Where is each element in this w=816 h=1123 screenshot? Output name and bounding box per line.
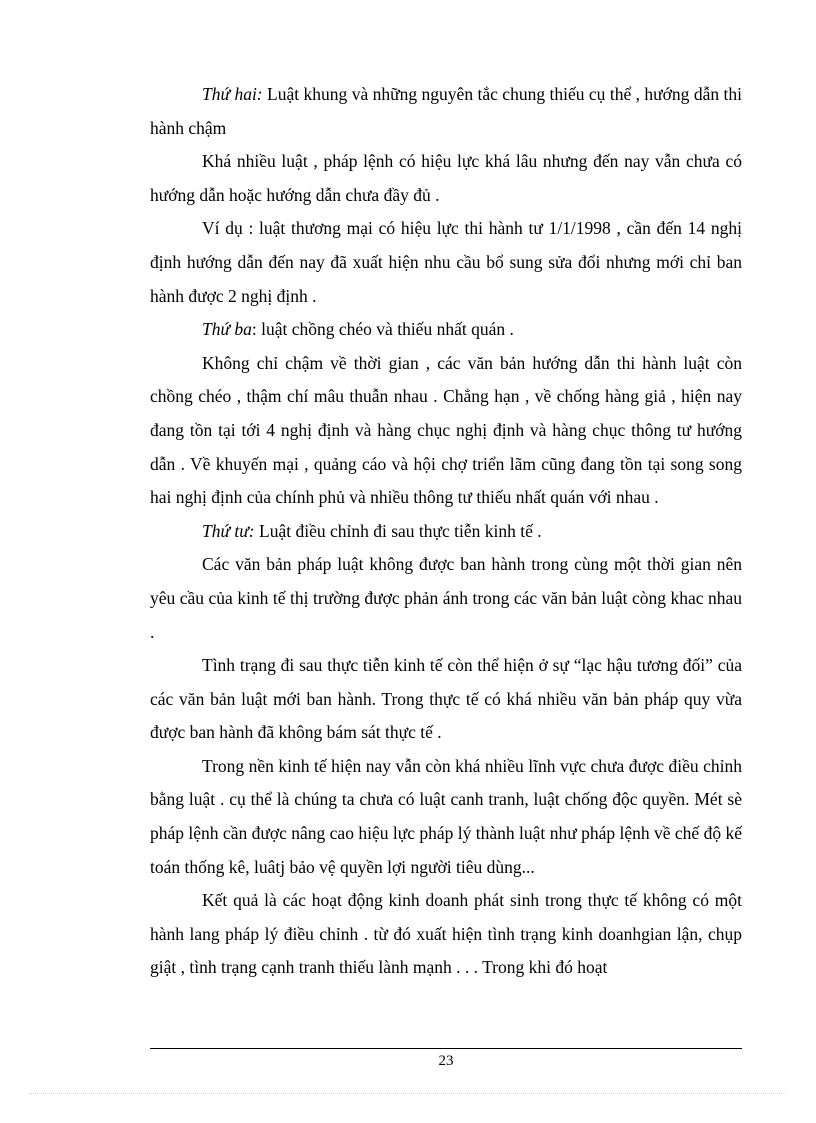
paragraph bbox=[150, 884, 742, 985]
paragraph bbox=[150, 347, 742, 515]
paragraph-lead: Thứ hai: bbox=[202, 84, 263, 104]
paragraph-text: Luật khung và những nguyên tắc chung thiếu cụ thể , hướng dẫn thi hành chậm bbox=[150, 84, 742, 138]
paragraph bbox=[150, 548, 742, 649]
paragraph-thu-hai bbox=[150, 78, 742, 145]
paragraph bbox=[150, 145, 742, 212]
document-body bbox=[150, 78, 742, 985]
page-bottom-border bbox=[30, 1093, 786, 1094]
paragraph-text: : luật chồng chéo và thiếu nhất quán . bbox=[251, 319, 514, 340]
paragraph-text: Kết quả là các hoạt động kinh doanh phát sinh trong thực tế không có một hành lang pháp lý điều chỉnh . từ đó xuất hiện tình trạng kinh doanhgian lận, chụp giật , tình trạng cạnh tranh thiếu lành mạnh . . . Trong khi đó hoạt bbox=[150, 890, 742, 978]
paragraph-thu-tu bbox=[150, 515, 742, 549]
paragraph-lead: Thứ ba bbox=[202, 319, 252, 340]
paragraph bbox=[150, 649, 742, 750]
paragraph-text: Luật điều chỉnh đi sau thực tiễn kinh tế . bbox=[254, 520, 542, 541]
paragraph bbox=[150, 750, 742, 884]
paragraph-text: Ví dụ : luật thương mại có hiệu lực thi hành tư 1/1/1998 , cần đến 14 nghị định hướng dẫn đến nay đã xuất hiện nhu cầu bổ sung sửa đổi nhưng mới chỉ ban hành được 2 nghị định . bbox=[150, 218, 742, 306]
paragraph-lead: Thứ tư: bbox=[202, 520, 255, 541]
paragraph-example bbox=[150, 212, 742, 313]
footer-rule bbox=[150, 1048, 742, 1049]
paragraph-thu-ba bbox=[150, 313, 742, 347]
paragraph-text: Không chỉ chậm về thời gian , các văn bản hướng dẫn thi hành luật còn chồng chéo , thậm chí mâu thuẫn nhau . Chẳng hạn , về chống hàng giả , hiện nay đang tồn tại tới 4 nghị định và hàng chục nghị định và hàng chục thông tư hướng dẫn . Về khuyến mại , quảng cáo và hội chợ triển lãm cũng đang tồn tại song song hai nghị định của chính phủ và nhiều thông tư thiếu nhất quán với nhau . bbox=[150, 352, 742, 508]
paragraph-text: Tình trạng đi sau thực tiễn kinh tế còn thể hiện ở sự “lạc hậu tương đối” của các văn bản luật mới ban hành. Trong thực tế có khá nhiều văn bản pháp quy vừa được ban hành đã không bám sát thực tế . bbox=[150, 655, 742, 743]
page-number: 23 bbox=[438, 1053, 454, 1069]
paragraph-text: Khá nhiều luật , pháp lệnh có hiệu lực khá lâu nhưng đến nay vẫn chưa có hướng dẫn hoặc hướng dẫn chưa đầy đủ . bbox=[150, 151, 742, 205]
paragraph-text: Trong nền kinh tế hiện nay vẫn còn khá nhiều lĩnh vực chưa được điều chỉnh bằng luật . cụ thể là chúng ta chưa có luật canh tranh, luật chống độc quyền. Mét sè pháp lệnh cần được nâng cao hiệu lực pháp lý thành luật như pháp lệnh về chế độ kế toán thống kê, luâtj bảo vệ quyền lợi người tiêu dùng... bbox=[150, 755, 742, 877]
paragraph-text: Các văn bản pháp luật không được ban hành trong cùng một thời gian nên yêu cầu của kinh tế thị trường được phản ánh trong các văn bản luật còng khac nhau . bbox=[150, 554, 742, 642]
